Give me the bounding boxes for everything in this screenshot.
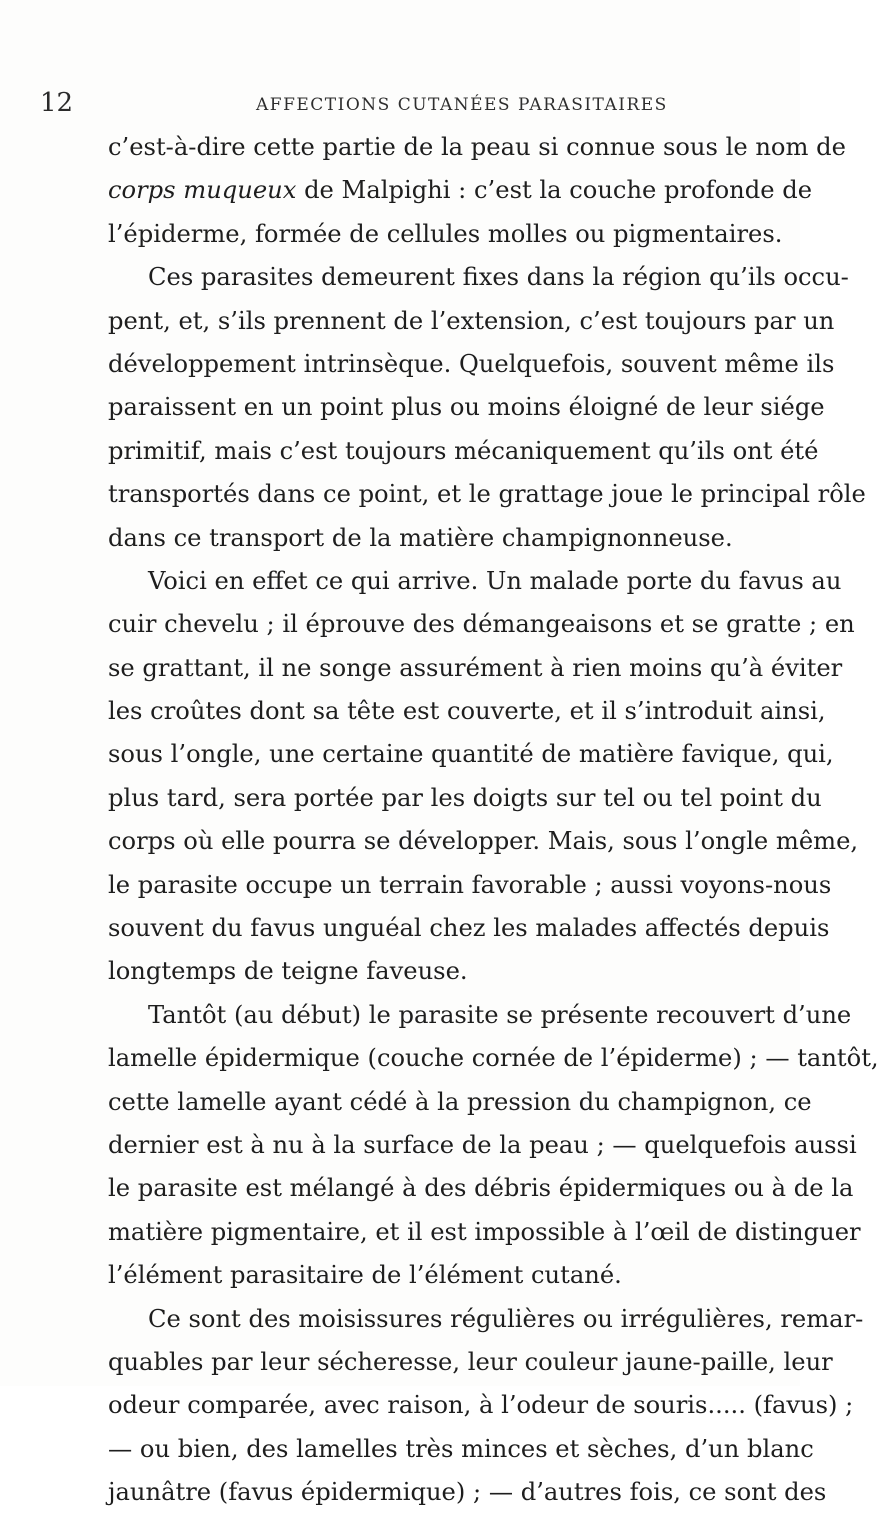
text-line: primitif, mais c’est toujours mécaniquement qu’ils ont été bbox=[108, 436, 819, 465]
text-line: sous l’ongle, une certaine quantité de matière favique, qui, bbox=[108, 740, 834, 769]
page-number: 12 bbox=[40, 88, 74, 118]
text-line: — ou bien, des lamelles très minces et sèches, d’un blanc bbox=[108, 1434, 814, 1463]
text-line: le parasite occupe un terrain favorable ; aussi voyons-nous bbox=[108, 870, 832, 899]
text-line: plus tard, sera portée par les doigts sur tel ou tel point du bbox=[108, 783, 822, 812]
text-line: paraissent en un point plus ou moins éloigné de leur siége bbox=[108, 393, 825, 422]
text-line: cuir chevelu ; il éprouve des démangeaisons et se gratte ; en bbox=[108, 610, 855, 639]
text-line: se grattant, il ne songe assurément à rien moins qu’à éviter bbox=[108, 653, 843, 682]
text-line: développement intrinsèque. Quelquefois, souvent même ils bbox=[108, 349, 835, 378]
text-line: transportés dans ce point, et le grattage joue le principal rôle bbox=[108, 480, 866, 509]
text-line: le parasite est mélangé à des débris épidermiques ou à de la bbox=[108, 1174, 854, 1203]
text-line: odeur comparée, avec raison, à l’odeur de souris..... (favus) ; bbox=[108, 1391, 854, 1420]
text-line: dernier est à nu à la surface de la peau ; — quelquefois aussi bbox=[108, 1130, 857, 1159]
text-line bbox=[108, 169, 813, 212]
italic-term: corps muqueux bbox=[108, 176, 297, 205]
text-line: matière pigmentaire, et il est impossible à l’œil de distinguer bbox=[108, 1217, 861, 1246]
body-text bbox=[108, 126, 879, 1515]
text-line: l’épiderme, formée de cellules molles ou pigmentaires. bbox=[108, 219, 783, 248]
text-fragment: de Malpighi : c’est la couche profonde de bbox=[296, 176, 813, 205]
text-line: Ces parasites demeurent fixes dans la région qu’ils occu- bbox=[148, 263, 849, 292]
text-line: souvent du favus unguéal chez les malades affectés depuis bbox=[108, 914, 830, 943]
text-line: Tantôt (au début) le parasite se présente recouvert d’une bbox=[148, 1000, 852, 1029]
text-line: lamelle épidermique (couche cornée de l’épiderme) ; — tantôt, bbox=[108, 1044, 879, 1073]
text-line: quables par leur sécheresse, leur couleur jaune-paille, leur bbox=[108, 1347, 833, 1376]
text-line: pent, et, s’ils prennent de l’extension, c’est toujours par un bbox=[108, 306, 835, 335]
text-line: corps où elle pourra se développer. Mais, sous l’ongle même, bbox=[108, 827, 859, 856]
text-line: Ce sont des moisissures régulières ou irrégulières, remar- bbox=[148, 1304, 864, 1333]
text-line: cette lamelle ayant cédé à la pression du champignon, ce bbox=[108, 1087, 812, 1116]
text-line: Voici en effet ce qui arrive. Un malade porte du favus au bbox=[148, 566, 842, 595]
text-line: l’élément parasitaire de l’élément cutané. bbox=[108, 1261, 622, 1290]
text-line: les croûtes dont sa tête est couverte, et il s’introduit ainsi, bbox=[108, 697, 826, 726]
text-line: jaunâtre (favus épidermique) ; — d’autres fois, ce sont des bbox=[108, 1478, 827, 1507]
text-line: longtemps de teigne faveuse. bbox=[108, 957, 468, 986]
running-head: AFFECTIONS CUTANÉES PARASITAIRES bbox=[256, 95, 668, 115]
text-line: dans ce transport de la matière champignonneuse. bbox=[108, 523, 733, 552]
page-header bbox=[40, 88, 760, 122]
text-line: c’est-à-dire cette partie de la peau si connue sous le nom de bbox=[108, 133, 846, 161]
